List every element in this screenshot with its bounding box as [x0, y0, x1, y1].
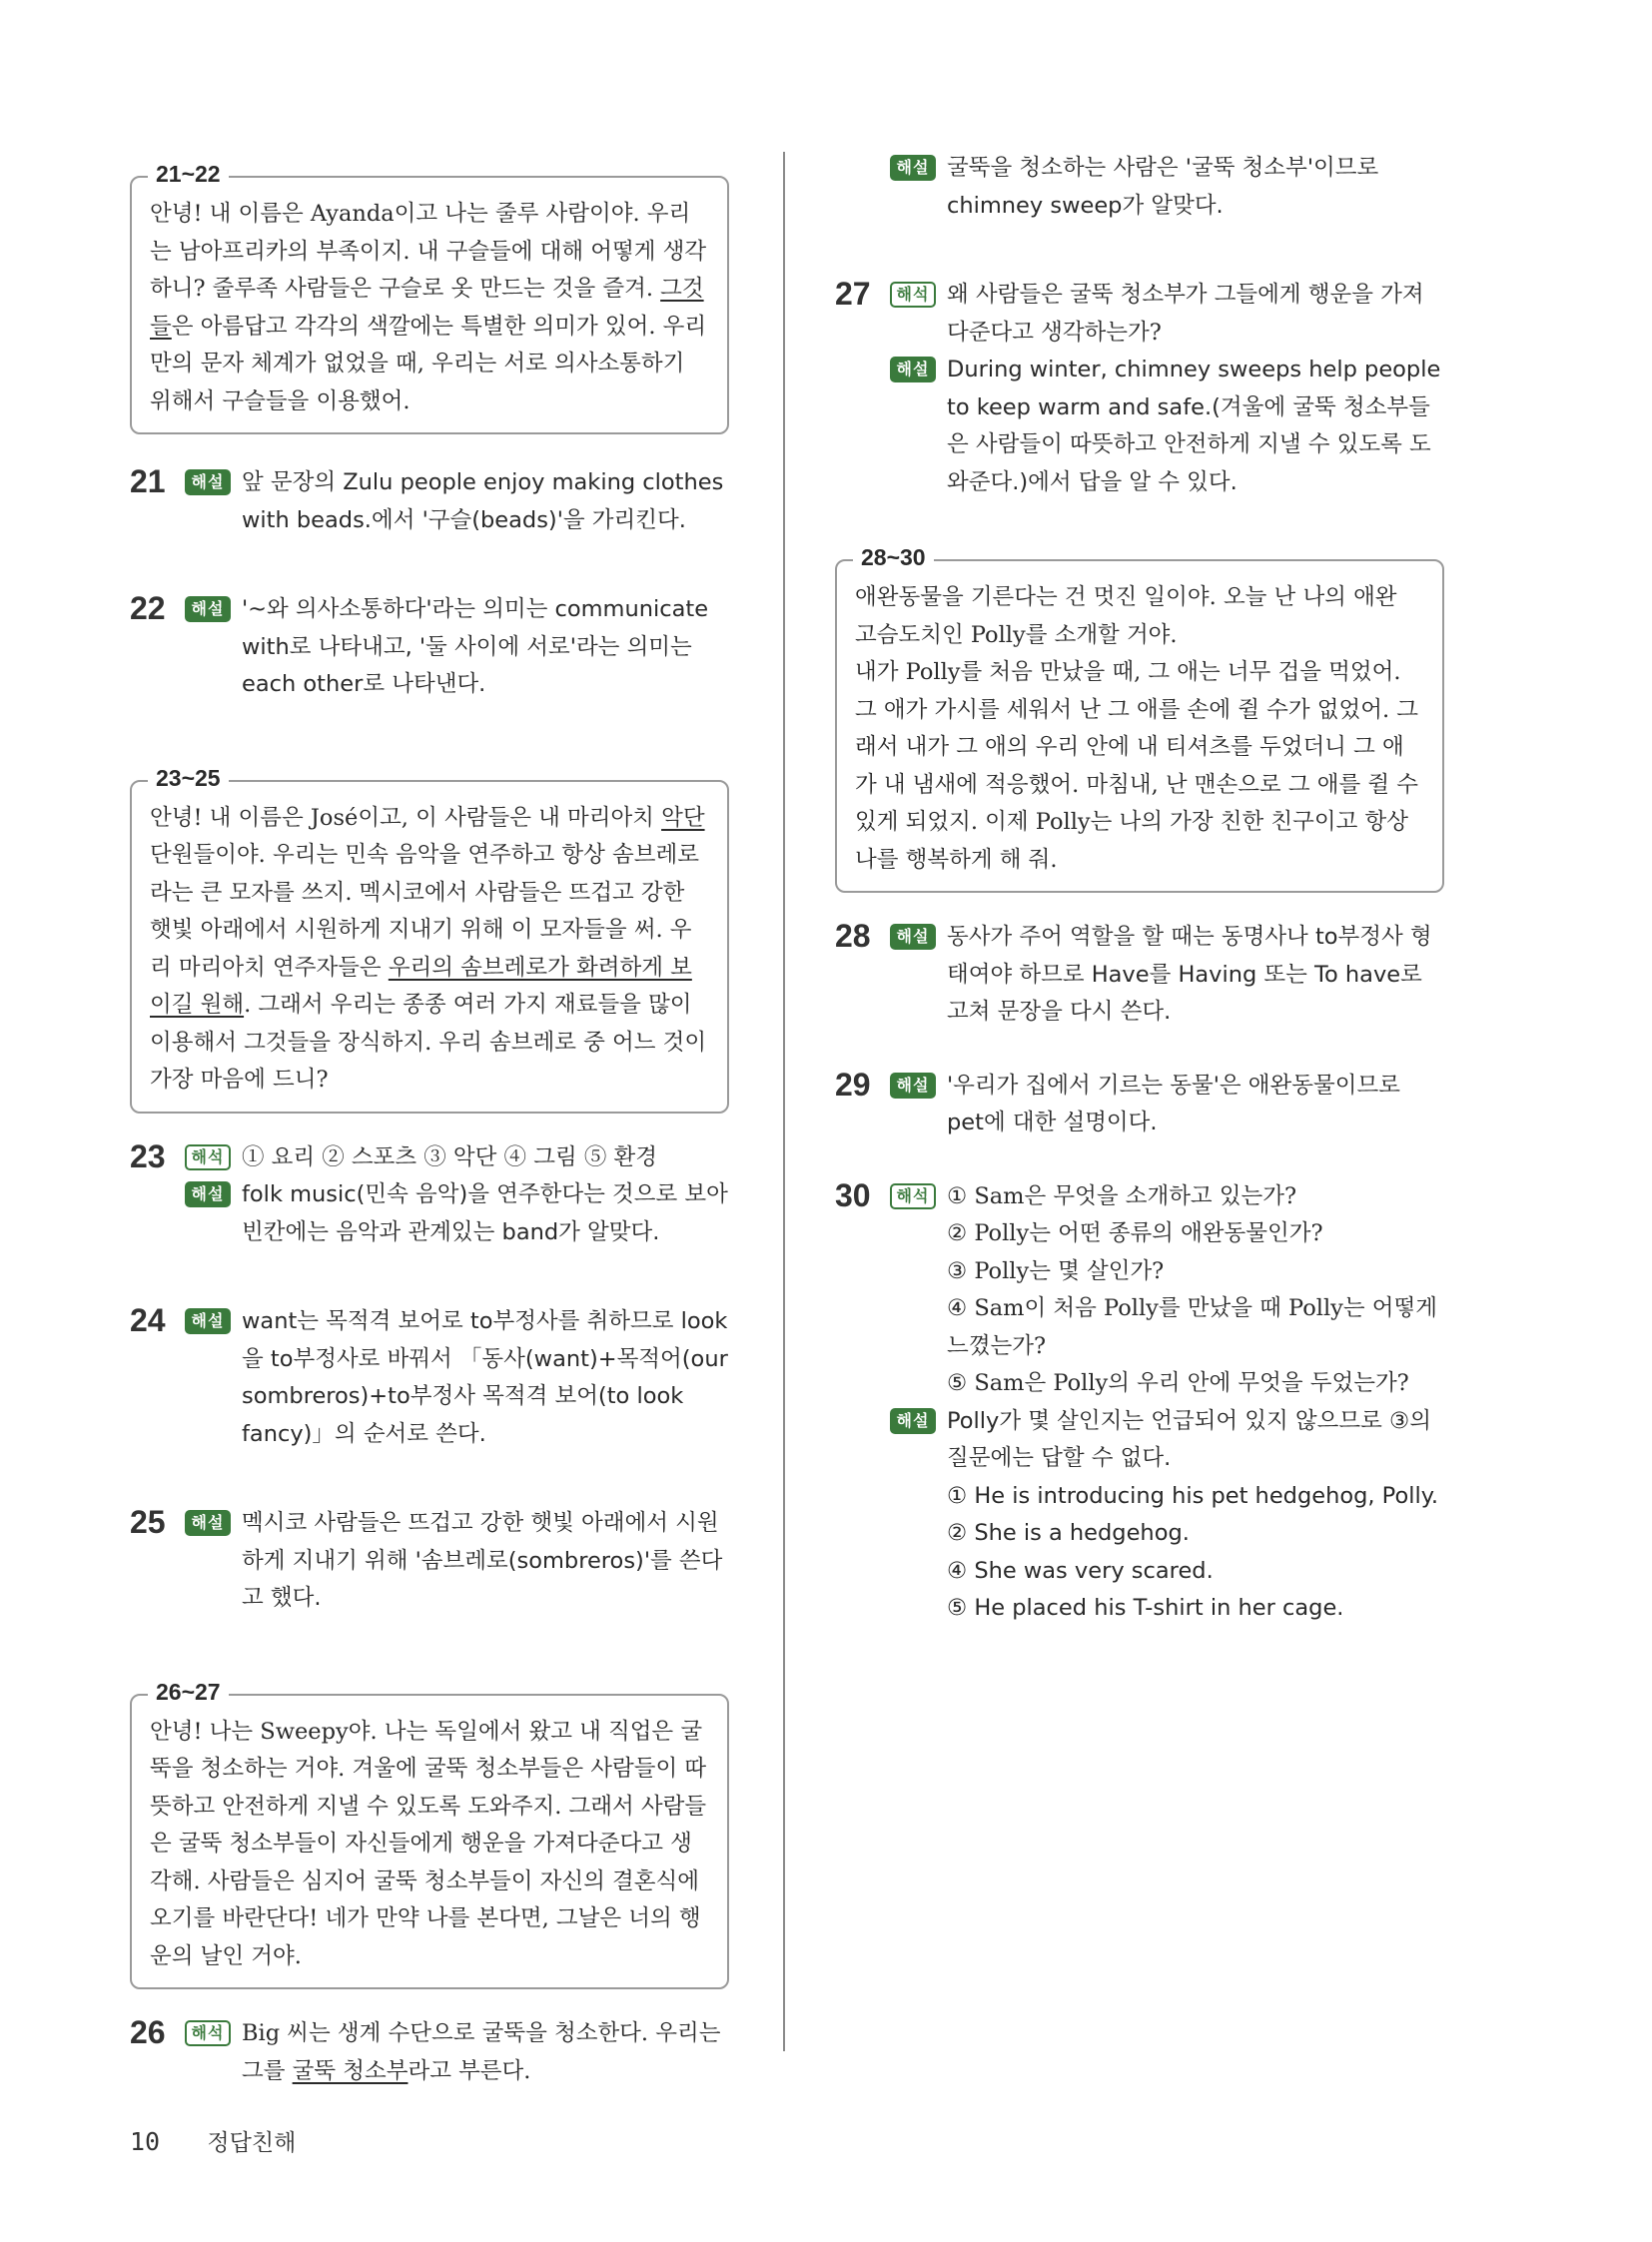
- explanation-badge: 해설: [890, 924, 936, 950]
- explanation-badge: 해설: [185, 1510, 231, 1536]
- explanation-badge: 해설: [185, 1181, 231, 1207]
- explanation: 해설 want는 목적격 보어로 to부정사를 취하므로 look을 to부정사로 바꿔서 「동사(want)+목적어(our sombreros)+to부정사 목적격 보어(to look fancy)」의 순서로 쓴다.: [242, 1303, 729, 1453]
- explanation: 해설 During winter, chimney sweeps help people to keep warm and safe.(겨울에 굴뚝 청소부들은 사람들이 따뜻하고 안전하게 지낼 수 있도록 도와준다.)에서 답을 알 수 있다.: [947, 352, 1444, 501]
- passage-box-26-27: [130, 1678, 729, 1990]
- question-number: 21: [130, 463, 166, 499]
- underlined-text: 악단: [661, 804, 705, 831]
- question-21: [130, 464, 729, 539]
- answer-item: ② She is a hedgehog.: [947, 1520, 1190, 1546]
- passage-tag: 21~22: [148, 161, 229, 188]
- explanation: 해설 '우리가 집에서 기르는 동물'은 애완동물이므로 pet에 대한 설명이다.: [947, 1068, 1444, 1142]
- translation-badge: 해석: [185, 1144, 231, 1170]
- underlined-text: 굴뚝 청소부: [292, 2057, 409, 2084]
- question-number: 30: [835, 1176, 871, 1213]
- book-title: 정답친해: [207, 2130, 297, 2156]
- passage-box-21-22: [130, 161, 729, 434]
- question-number: 24: [130, 1302, 166, 1338]
- passage-text: 안녕! 내 이름은 Ayanda이고 나는 줄루 사람이야. 우리는 남아프리카의 부족이지. 내 구슬들에 대해 어떻게 생각하니? 줄루족 사람들은 구슬로 옷 만드는 것을 즐겨. 그것들은 아름답고 각각의 색깔에는 특별한 의미가 있어. 우리만의 문자 체계가 없었을 때, 우리는 서로 의사소통하기 위해서 구슬들을 이용했어.: [150, 201, 707, 414]
- answer-item: ① He is introducing his pet hedgehog, Polly.: [947, 1482, 1438, 1509]
- explanation-badge: 해설: [890, 1408, 936, 1434]
- translation: [896, 1178, 1444, 1403]
- question-29: [835, 1068, 1444, 1142]
- question-22: [130, 591, 729, 704]
- answer-item: ④ She was very scared.: [947, 1557, 1214, 1584]
- passage-tag: 26~27: [148, 1679, 229, 1706]
- underlined-text: 우리의 솜브레로가 화려하게 보이길 원해: [150, 954, 692, 1018]
- translation-badge: 해석: [185, 2020, 231, 2046]
- explanation-badge: 해설: [185, 596, 231, 622]
- question-27: [835, 277, 1444, 501]
- explanation: 해설 folk music(민속 음악)을 연주한다는 것으로 보아 빈칸에는 음악과 관계있는 band가 알맞다.: [242, 1176, 729, 1251]
- page-number: 10: [130, 2127, 161, 2156]
- passage-text: 안녕! 나는 Sweepy야. 나는 독일에서 왔고 내 직업은 굴뚝을 청소하는 거야. 겨울에 굴뚝 청소부들은 사람들이 따뜻하고 안전하게 지낼 수 있도록 도와주지. 그래서 사람들은 굴뚝 청소부들이 자신들에게 행운을 가져다준다고 생각해. 사람들은 심지어 굴뚝 청소부들이 자신의 결혼식에 오기를 바란단다! 네가 만약 나를 본다면, 그날은 너의 행운의 날인 거야.: [150, 1718, 707, 1969]
- question-number: 23: [130, 1137, 166, 1174]
- question-26-continued: [835, 150, 1444, 225]
- question-number: 25: [130, 1504, 166, 1540]
- question-number: 28: [835, 918, 871, 954]
- passage-box-28-30: [835, 544, 1444, 893]
- explanation-badge: 해설: [890, 155, 936, 181]
- translation-item: ③ Polly는 몇 살인가?: [947, 1257, 1165, 1284]
- passage-box-23-25: [130, 764, 729, 1114]
- translation-item: ② Polly는 어떤 종류의 애완동물인가?: [947, 1220, 1323, 1246]
- explanation: 해설 Polly가 몇 살인지는 언급되어 있지 않으므로 ③의 질문에는 답할 수 없다. ① He is introducing his pet hedgehog, Polly. ② She is a hedgehog. ④ She was very scared. ⑤ He placed his T-shirt in her cage.: [947, 1403, 1444, 1628]
- right-column: [835, 150, 1444, 1628]
- question-number: 29: [835, 1066, 871, 1103]
- question-25: [130, 1505, 729, 1618]
- translation: 해석 ① 요리 ② 스포츠 ③ 악단 ④ 그림 ⑤ 환경: [242, 1139, 729, 1177]
- explanation-badge: 해설: [185, 469, 231, 495]
- explanation: 해설 굴뚝을 청소하는 사람은 '굴뚝 청소부'이므로 chimney sweep가 알맞다.: [947, 150, 1444, 225]
- question-26: [130, 2015, 729, 2090]
- translation-item: ⑤ Sam은 Polly의 우리 안에 무엇을 두었는가?: [947, 1370, 1409, 1396]
- answer-item: ⑤ He placed his T-shirt in her cage.: [947, 1595, 1344, 1621]
- explanation: 해설 동사가 주어 역할을 할 때는 동명사나 to부정사 형태여야 하므로 Have를 Having 또는 To have로 고쳐 문장을 다시 쓴다.: [947, 919, 1444, 1032]
- page-footer: [130, 2124, 296, 2157]
- translation-item: ④ Sam이 처음 Polly를 만났을 때 Polly는 어떻게 느꼈는가?: [947, 1295, 1437, 1359]
- question-number: 22: [130, 590, 166, 626]
- question-number: 26: [130, 2014, 166, 2050]
- question-30: [835, 1178, 1444, 1628]
- translation-item: ① Sam은 무엇을 소개하고 있는가?: [947, 1182, 1297, 1209]
- explanation: 해설 멕시코 사람들은 뜨겁고 강한 햇빛 아래에서 시원하게 지내기 위해 '솜브레로(sombreros)'를 쓴다고 했다.: [242, 1505, 729, 1618]
- passage-text: 애완동물을 기른다는 건 멋진 일이야. 오늘 난 나의 애완 고슴도치인 Polly를 소개할 거야.: [855, 584, 1397, 648]
- translation: 해석 Big 씨는 생계 수단으로 굴뚝을 청소한다. 우리는 그를 굴뚝 청소부라고 부른다.: [242, 2015, 729, 2090]
- translation-badge: 해석: [890, 1183, 936, 1209]
- translation: 해석 왜 사람들은 굴뚝 청소부가 그들에게 행운을 가져다준다고 생각하는가?: [947, 277, 1444, 352]
- passage-text: 안녕! 내 이름은 José이고, 이 사람들은 내 마리아치 악단 단원들이야. 우리는 민속 음악을 연주하고 항상 솜브레로라는 큰 모자를 쓰지. 멕시코에서 사람들은 뜨겁고 강한 햇빛 아래에서 시원하게 지내기 위해 이 모자들을 써. 우리 마리아치 연주자들은 우리의 솜브레로가 화려하게 보이길 원해. 그래서 우리는 종종 여러 가지 재료들을 많이 이용해서 그것들을 장식하지. 우리 솜브레로 중 어느 것이 가장 마음에 드니?: [150, 804, 707, 1093]
- question-number: 27: [835, 276, 871, 312]
- passage-tag: 28~30: [853, 544, 934, 571]
- question-24: [130, 1303, 729, 1453]
- underlined-text: 그것들: [150, 276, 704, 340]
- left-column: [130, 150, 729, 2090]
- explanation: 해설 앞 문장의 Zulu people enjoy making clothes with beads.에서 '구슬(beads)'을 가리킨다.: [242, 464, 729, 539]
- explanation-badge: 해설: [890, 357, 936, 382]
- column-divider: [783, 152, 785, 2051]
- explanation-badge: 해설: [185, 1308, 231, 1334]
- explanation: 해설 '~와 의사소통하다'라는 의미는 communicate with로 나타내고, '둘 사이에 서로'라는 의미는 each other로 나타낸다.: [242, 591, 729, 704]
- passage-text: 내가 Polly를 처음 만났을 때, 그 애는 너무 겁을 먹었어. 그 애가 가시를 세워서 난 그 애를 손에 쥘 수가 없었어. 그래서 내가 그 애의 우리 안에 내 티셔츠를 두었더니 그 애가 내 냄새에 적응했어. 마침내, 난 맨손으로 그 애를 쥘 수 있게 되었지. 이제 Polly는 나의 가장 친한 친구이고 항상 나를 행복하게 해 줘.: [855, 659, 1418, 873]
- explanation-badge: 해설: [890, 1073, 936, 1099]
- question-28: [835, 919, 1444, 1032]
- passage-tag: 23~25: [148, 765, 229, 792]
- translation-badge: 해석: [890, 282, 936, 308]
- question-23: [130, 1139, 729, 1252]
